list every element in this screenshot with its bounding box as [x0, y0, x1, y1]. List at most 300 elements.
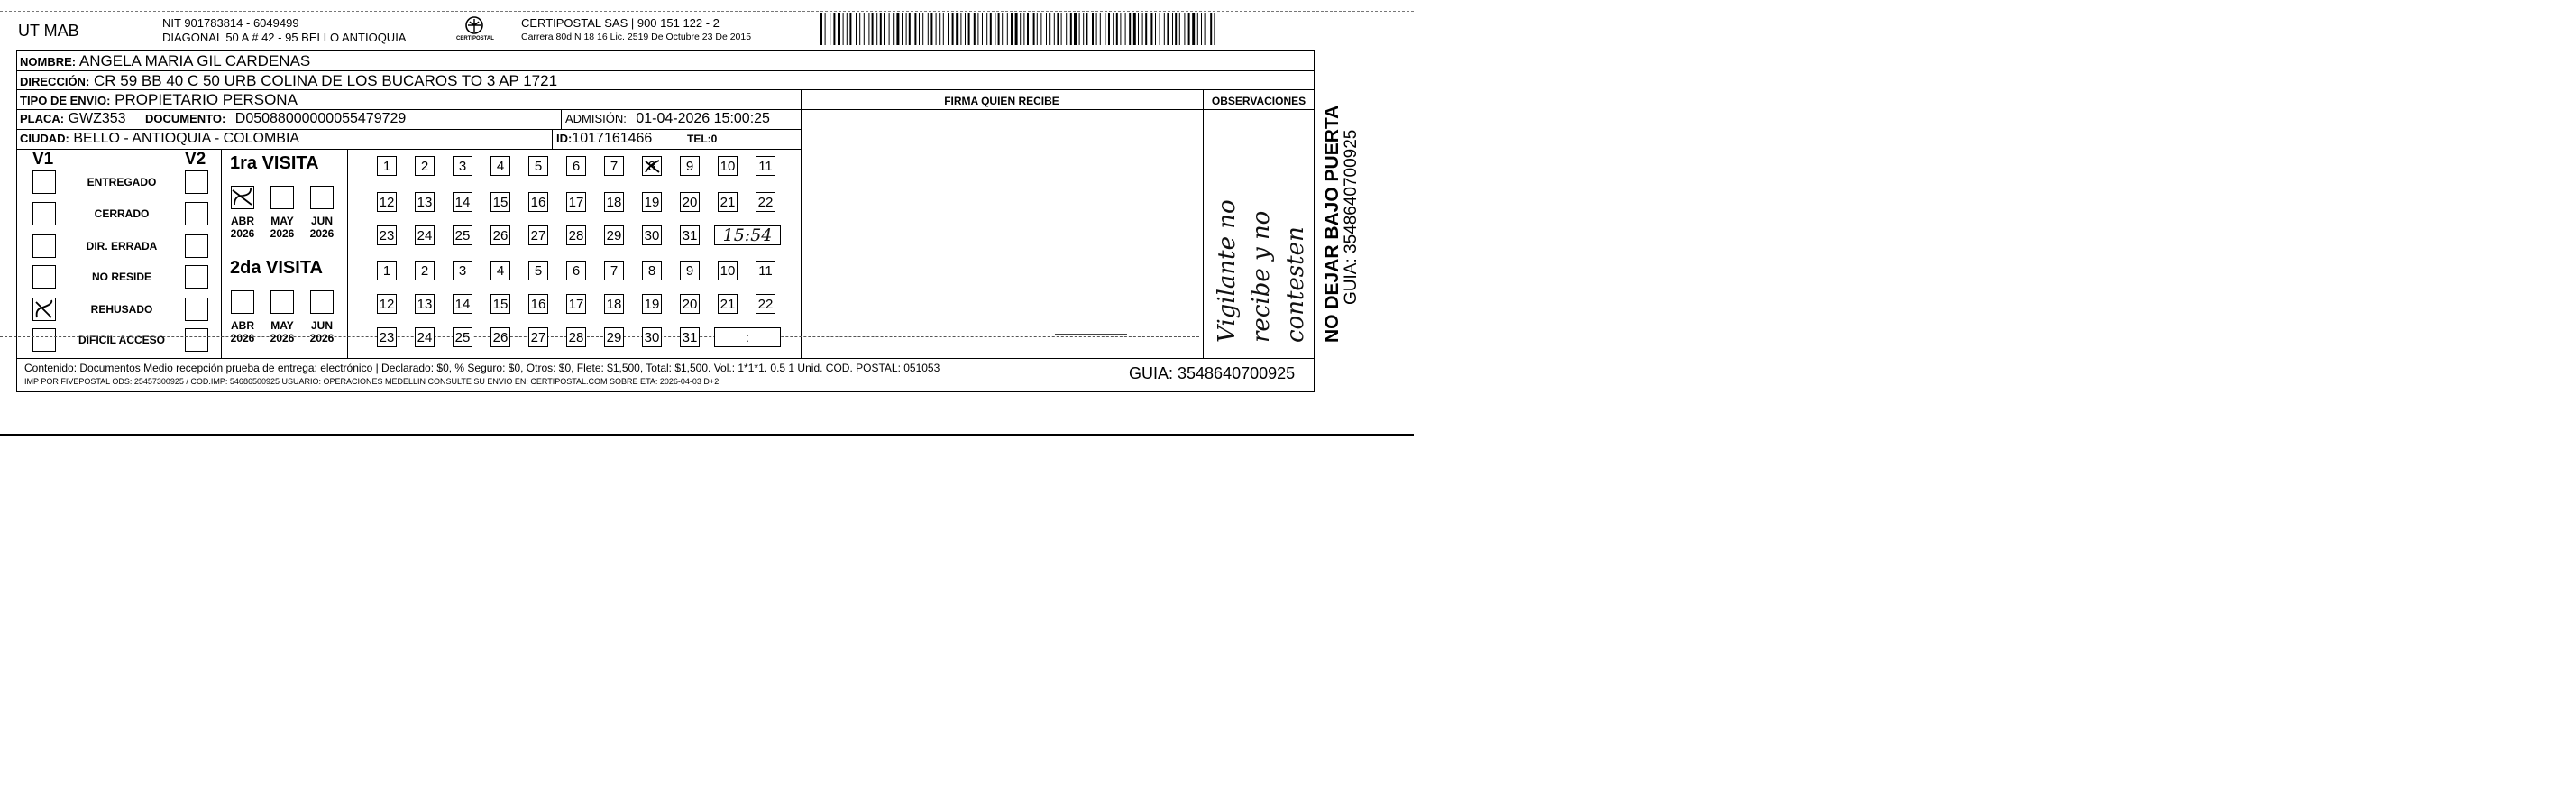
day-number: 16 [530, 194, 546, 210]
day-number: 8 [647, 262, 656, 279]
barcode-bar [1120, 13, 1121, 45]
barcode-bar [943, 13, 944, 45]
barcode-bar [1007, 13, 1008, 45]
time-box[interactable] [714, 225, 781, 245]
day-box[interactable] [415, 156, 435, 176]
day-box[interactable] [453, 327, 472, 347]
barcode-bar [896, 13, 899, 45]
barcode-bar [833, 13, 835, 45]
id-field [556, 131, 652, 147]
barcode-bar [825, 13, 826, 45]
barcode-bar [965, 13, 966, 45]
barcode-bar [1061, 13, 1062, 45]
day-number: 3 [458, 158, 467, 174]
shipment-type-field [20, 91, 298, 109]
day-box[interactable] [528, 192, 548, 212]
day-number: 23 [379, 329, 395, 345]
placa-field [20, 111, 126, 127]
barcode-bar [960, 13, 961, 45]
day-number: 31 [682, 329, 698, 345]
day-number: 15 [492, 194, 509, 210]
barcode-bar [1210, 13, 1212, 45]
row-divider [16, 149, 801, 150]
day-number: 25 [454, 329, 471, 345]
barcode-bar [1155, 13, 1156, 45]
placa-value: GWZ353 [68, 111, 126, 126]
day-box[interactable] [680, 261, 700, 280]
day-number: 28 [568, 329, 584, 345]
day-number: 7 [610, 262, 619, 279]
barcode-bar [1192, 13, 1195, 45]
day-number: 12 [379, 194, 395, 210]
status-label: REHUSADO [90, 303, 153, 316]
barcode-bar [1049, 13, 1050, 45]
day-number: 11 [758, 262, 773, 279]
observaciones-label: OBSERVACIONES [1211, 95, 1306, 107]
barcode-bar [893, 13, 894, 45]
barcode-bar [1179, 13, 1180, 45]
v2-checkbox[interactable] [185, 234, 208, 258]
day-box[interactable] [604, 225, 624, 245]
day-number: 10 [720, 262, 736, 279]
barcode-bar [1066, 13, 1067, 45]
tel-field [687, 133, 717, 145]
day-number: 17 [568, 194, 584, 210]
admision-label: ADMISIÓN: [565, 112, 627, 125]
barcode-bar [1020, 13, 1021, 45]
day-number: 22 [757, 296, 774, 312]
v1-checkbox[interactable] [32, 328, 56, 352]
ciudad-value: BELLO - ANTIOQUIA - COLOMBIA [73, 131, 300, 146]
barcode-bar [880, 13, 882, 45]
documento-value: D05088000000055479729 [234, 111, 407, 126]
day-number: 19 [644, 194, 660, 210]
barcode-bar [930, 13, 932, 45]
month-checkbox[interactable] [231, 186, 254, 209]
barcode-bar [884, 13, 885, 45]
day-box[interactable] [415, 327, 435, 347]
month-label [226, 319, 259, 344]
day-box[interactable] [415, 192, 435, 212]
day-number: 28 [568, 227, 584, 243]
day-box[interactable] [453, 294, 472, 314]
footer-contents: Contenido: Documentos Medio recepción prueba de entrega: electrónico | Declarado: $0, % Seguro: $0, Otros: $0, Flete: $1,500, Total: $1,500. Vol.: 1*1*1. 0.5 1 Unid. COD. POSTAL: 051053 [24, 362, 940, 374]
barcode-bar [1057, 13, 1059, 45]
day-box[interactable] [718, 192, 738, 212]
barcode-bar [928, 13, 929, 45]
status-label: NO RESIDE [91, 271, 151, 283]
day-box[interactable] [490, 327, 510, 347]
barcode-bar [1197, 13, 1198, 45]
day-box[interactable] [566, 225, 586, 245]
barcode-bar [1205, 13, 1206, 45]
barcode-bar [868, 13, 869, 45]
col-divider [221, 149, 222, 358]
day-box[interactable] [377, 327, 397, 347]
barcode-bar [1074, 13, 1077, 45]
barcode-bar [1142, 13, 1143, 45]
certipostal-logo [456, 14, 492, 45]
barcode-bar [1184, 13, 1185, 45]
tel-label: TEL: [687, 133, 711, 145]
day-box[interactable] [453, 225, 472, 245]
day-number: 3 [458, 262, 467, 279]
day-number: 6 [572, 262, 581, 279]
day-box[interactable] [604, 261, 624, 280]
v2-checkbox[interactable] [185, 298, 208, 321]
day-number: 12 [379, 296, 395, 312]
barcode-bar [820, 13, 822, 45]
day-number: 5 [534, 158, 543, 174]
barcode-bar [1164, 13, 1165, 45]
day-number: 21 [720, 194, 736, 210]
barcode-bar [1113, 13, 1114, 45]
admision-field [565, 111, 770, 127]
barcode-bar [1027, 13, 1029, 45]
day-box[interactable] [566, 327, 586, 347]
v1-header: V1 [32, 150, 54, 169]
barcode-bar [974, 13, 976, 45]
day-number: 31 [682, 227, 698, 243]
barcode-bar [1046, 13, 1047, 45]
day-box[interactable] [642, 327, 662, 347]
barcode-bar [1023, 13, 1024, 45]
v2-checkbox[interactable] [185, 265, 208, 289]
barcode-bar [948, 13, 949, 45]
day-box[interactable] [566, 192, 586, 212]
barcode-bar [1150, 13, 1152, 45]
barcode-bar [1096, 13, 1097, 45]
company-nit: NIT 901783814 - 6049499 [162, 16, 299, 30]
day-box[interactable] [528, 261, 548, 280]
row-divider [16, 70, 1315, 71]
col-divider [561, 109, 562, 129]
day-box[interactable] [604, 327, 624, 347]
barcode-bar [889, 13, 890, 45]
day-box[interactable] [377, 294, 397, 314]
barcode-bar [1116, 13, 1118, 45]
day-box[interactable] [377, 156, 397, 176]
day-number: 29 [606, 227, 622, 243]
barcode-bar [1086, 13, 1087, 45]
barcode-bar [1138, 13, 1139, 45]
footer-divider [16, 358, 1315, 359]
day-box[interactable] [756, 261, 775, 280]
barcode-bar [1145, 13, 1147, 45]
footer-print-info: IMP POR FIVEPOSTAL ODS: 25457300925 / COD.IMP: 54686500925 USUARIO: OPERACIONES MEDELLIN CONSULTE SU ENVIO EN: CERTIPOSTAL.COM SOBRE ETA: 2026-04-03 D+2 [24, 377, 720, 386]
barcode-bar [998, 13, 1000, 45]
day-box[interactable] [680, 156, 700, 176]
visit-2-title: 2da VISITA [230, 258, 323, 278]
logo-caption: CERTIPOSTAL [456, 36, 494, 41]
day-box[interactable] [453, 192, 472, 212]
month-year: 2026 [270, 332, 295, 344]
v2-checkbox[interactable] [185, 202, 208, 225]
day-box[interactable] [604, 294, 624, 314]
v1-checkbox[interactable] [32, 234, 56, 258]
day-box[interactable] [453, 156, 472, 176]
barcode-bar [990, 13, 992, 45]
barcode-bar [914, 13, 916, 45]
day-box[interactable] [453, 261, 472, 280]
nombre-label: NOMBRE: [20, 55, 77, 69]
day-box[interactable] [415, 261, 435, 280]
company-address: DIAGONAL 50 A # 42 - 95 BELLO ANTIOQUIA [162, 31, 407, 44]
month-year: 2026 [309, 227, 335, 240]
day-box[interactable] [528, 294, 548, 314]
day-number: 2 [420, 158, 429, 174]
day-number: 30 [644, 227, 660, 243]
month-name: MAY [270, 319, 294, 332]
day-number: 14 [454, 296, 471, 312]
day-box[interactable] [415, 225, 435, 245]
barcode-bar [1015, 13, 1018, 45]
day-box[interactable] [680, 294, 700, 314]
barcode [820, 13, 1217, 45]
day-box[interactable] [566, 294, 586, 314]
month-year: 2026 [230, 227, 255, 240]
barcode-bar [902, 13, 903, 45]
id-label: ID: [556, 132, 573, 145]
barcode-bar [939, 13, 940, 45]
month-label [266, 215, 298, 240]
visit-1-title: 1ra VISITA [230, 153, 319, 173]
day-box[interactable] [642, 156, 662, 176]
barcode-bar [968, 13, 970, 45]
barcode-bar [849, 13, 851, 45]
day-box[interactable] [490, 192, 510, 212]
status-label: ENTREGADO [87, 176, 157, 188]
barcode-bar [1214, 13, 1215, 45]
barcode-bar [843, 13, 844, 45]
handwritten-line: Vigilante no [1214, 199, 1241, 343]
month-checkbox[interactable] [310, 186, 334, 209]
day-box[interactable] [718, 261, 738, 280]
firma-label: FIRMA QUIEN RECIBE [944, 95, 1059, 107]
day-box[interactable] [377, 225, 397, 245]
day-number: 11 [758, 158, 773, 174]
day-number: 19 [644, 296, 660, 312]
address-field [20, 72, 557, 90]
documento-field [145, 111, 406, 127]
side-guia: GUIA: 3548640700925 [1342, 129, 1361, 305]
day-number: 18 [606, 194, 622, 210]
day-box[interactable] [680, 192, 700, 212]
day-box[interactable] [718, 156, 738, 176]
day-number: 16 [530, 296, 546, 312]
day-number: 25 [454, 227, 471, 243]
day-box[interactable] [642, 225, 662, 245]
month-year: 2026 [309, 332, 335, 344]
barcode-bar [1037, 13, 1038, 45]
v1-checkbox[interactable] [32, 265, 56, 289]
v1-checkbox[interactable] [32, 298, 56, 321]
day-number: 27 [530, 227, 546, 243]
barcode-bar [1188, 13, 1190, 45]
observaciones-handwriting [1210, 199, 1313, 343]
day-box[interactable] [490, 225, 510, 245]
carrier-address: Carrera 80d N 18 16 Lic. 2519 De Octubre 23 De 2015 [521, 32, 752, 42]
barcode-bar [906, 13, 907, 45]
barcode-bar [876, 13, 877, 45]
time-value: : [746, 330, 749, 344]
barcode-bar [872, 13, 874, 45]
col-divider [347, 149, 348, 358]
day-box[interactable] [528, 327, 548, 347]
day-box[interactable] [604, 156, 624, 176]
barcode-bar [856, 13, 857, 45]
day-box[interactable] [756, 192, 775, 212]
day-box[interactable] [718, 294, 738, 314]
tel-value: 0 [710, 133, 718, 145]
barcode-bar [864, 13, 865, 45]
handwritten-line: contesten [1282, 226, 1309, 343]
barcode-bar [847, 13, 848, 45]
day-number: 13 [417, 296, 433, 312]
day-box[interactable] [490, 294, 510, 314]
barcode-bar [936, 13, 937, 45]
recipient-name: ANGELA MARIA GIL CARDENAS [78, 52, 311, 69]
day-number: 26 [492, 329, 509, 345]
day-box[interactable] [377, 192, 397, 212]
day-box[interactable] [415, 294, 435, 314]
month-name: ABR [231, 215, 254, 227]
day-number: 30 [644, 329, 660, 345]
tipo-envio-label: TIPO DE ENVIO: [20, 94, 111, 107]
row-divider [16, 109, 1315, 110]
carrier-name: CERTIPOSTAL SAS | 900 151 122 - 2 [521, 16, 720, 30]
v2-checkbox[interactable] [185, 170, 208, 194]
side-no-dejar: NO DEJAR BAJO PUERTA [1322, 105, 1343, 343]
v2-checkbox[interactable] [185, 328, 208, 352]
barcode-bar [1167, 13, 1169, 45]
barcode-bar [986, 13, 987, 45]
day-number: 7 [610, 158, 619, 174]
placa-label: PLACA: [20, 112, 65, 125]
barcode-bar [1083, 13, 1084, 45]
day-box[interactable] [642, 192, 662, 212]
col-divider [552, 129, 553, 149]
day-number: 24 [417, 227, 433, 243]
status-label: DIR. ERRADA [86, 240, 158, 253]
day-box[interactable] [566, 156, 586, 176]
barcode-bar [1070, 13, 1072, 45]
month-label [266, 319, 298, 344]
barcode-bar [919, 13, 920, 45]
day-box[interactable] [642, 261, 662, 280]
barcode-bar [1172, 13, 1173, 45]
id-value: 1017161466 [572, 131, 653, 146]
day-number: 21 [720, 296, 736, 312]
day-number: 18 [606, 296, 622, 312]
barcode-bar [1100, 13, 1101, 45]
ciudad-field [20, 131, 299, 147]
day-number: 24 [417, 329, 433, 345]
v1-checkbox[interactable] [32, 170, 56, 194]
day-box[interactable] [528, 225, 548, 245]
day-number: 4 [496, 262, 505, 279]
handwritten-line: recibe y no [1248, 210, 1275, 343]
barcode-bar [1092, 13, 1094, 45]
day-box[interactable] [490, 156, 510, 176]
month-name: MAY [270, 215, 294, 227]
day-box[interactable] [756, 294, 775, 314]
day-box[interactable] [377, 261, 397, 280]
day-box[interactable] [604, 192, 624, 212]
day-number: 27 [530, 329, 546, 345]
day-number: 1 [382, 262, 391, 279]
barcode-bar [1201, 13, 1202, 45]
day-box[interactable] [566, 261, 586, 280]
month-name: JUN [310, 319, 333, 332]
month-name: ABR [231, 319, 254, 332]
barcode-bar [922, 13, 923, 45]
day-number: 8 [647, 158, 656, 174]
day-number: 2 [420, 262, 429, 279]
day-number: 9 [685, 158, 694, 174]
barcode-bar [1033, 13, 1035, 45]
barcode-bar [1133, 13, 1136, 45]
day-number: 29 [606, 329, 622, 345]
day-box[interactable] [642, 294, 662, 314]
col-divider [801, 89, 802, 358]
day-number: 17 [568, 296, 584, 312]
day-box[interactable] [528, 156, 548, 176]
barcode-bar [1079, 13, 1080, 45]
recipient-name-field [20, 52, 310, 70]
day-number: 20 [682, 296, 698, 312]
month-checkbox[interactable] [270, 290, 294, 314]
day-number: 6 [572, 158, 581, 174]
day-number: 1 [382, 158, 391, 174]
v1-checkbox[interactable] [32, 202, 56, 225]
direccion-label: DIRECCIÓN: [20, 75, 90, 88]
top-cut-line [0, 11, 1414, 12]
month-checkbox[interactable] [270, 186, 294, 209]
recipient-address: CR 59 BB 40 C 50 URB COLINA DE LOS BUCAROS TO 3 AP 1721 [94, 72, 558, 89]
month-year: 2026 [270, 227, 295, 240]
admision-value: 01-04-2026 15:00:25 [636, 111, 770, 126]
month-name: JUN [310, 215, 333, 227]
day-number: 9 [685, 262, 694, 279]
barcode-bar [1011, 13, 1013, 45]
month-label [306, 215, 338, 240]
barcode-bar [1108, 13, 1110, 45]
barcode-bar [909, 13, 911, 45]
page-bottom-edge [0, 434, 1414, 436]
shipment-type: PROPIETARIO PERSONA [115, 91, 298, 108]
col-divider [1203, 89, 1204, 358]
day-number: 22 [757, 194, 774, 210]
status-label: DIFICIL ACCESO [78, 334, 165, 346]
day-number: 20 [682, 194, 698, 210]
barcode-bar [1129, 13, 1131, 45]
time-box[interactable] [714, 327, 781, 347]
barcode-bar [1125, 13, 1126, 45]
day-box[interactable] [756, 156, 775, 176]
month-checkbox[interactable] [310, 290, 334, 314]
day-box[interactable] [680, 225, 700, 245]
day-box[interactable] [680, 327, 700, 347]
footer-guia: GUIA: 3548640700925 [1129, 364, 1296, 382]
day-box[interactable] [490, 261, 510, 280]
barcode-bar [859, 13, 860, 45]
day-number: 15 [492, 296, 509, 312]
month-checkbox[interactable] [231, 290, 254, 314]
month-label [226, 215, 259, 240]
barcode-bar [982, 13, 983, 45]
fold-line [0, 336, 1199, 337]
